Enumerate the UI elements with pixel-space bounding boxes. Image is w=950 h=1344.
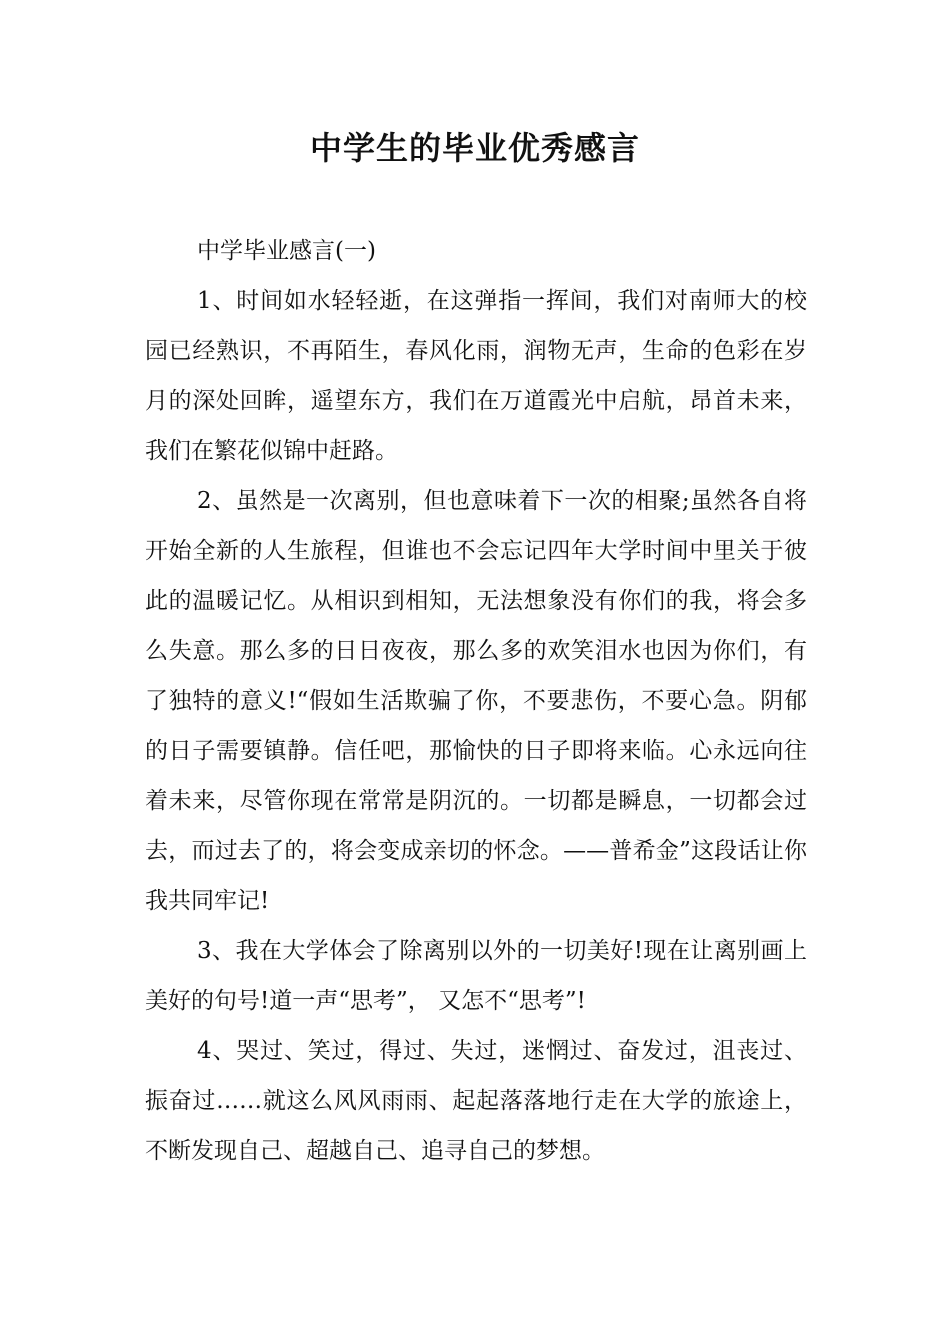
paragraph-2: 2、虽然是一次离别，但也意味着下一次的相聚;虽然各自将开始全新的人生旅程，但谁也不会忘记四年大学时间中里关于彼此的温暖记忆。从相识到相知，无法想象没有你们的我，将会多么失意。那么多的日日夜夜，那么多的欢笑泪水也因为你们，有了独特的意义!“假如生活欺骗了你，不要悲伤，不要心急。阴郁的日子需要镇静。信任吧，那愉快的日子即将来临。心永远向往着未来，尽管你现在常常是阴沉的。一切都是瞬息，一切都会过去，而过去了的，将会变成亲切的怀念。——普希金”这段话让你我共同牢记! [145,488,807,914]
paragraph-4: 4、哭过、笑过，得过、失过，迷惘过、奋发过，沮丧过、振奋过……就这么风风雨雨、起起落落地行走在大学的旅途上，不断发现自己、超越自己、追寻自己的梦想。 [145,1038,807,1164]
paragraph-1: 1、时间如水轻轻逝，在这弹指一挥间，我们对南师大的校园已经熟识，不再陌生，春风化雨，润物无声，生命的色彩在岁月的深处回眸，遥望东方，我们在万道霞光中启航，昂首未来，我们在繁花似锦中赶路。 [145,288,807,464]
section-heading: 中学毕业感言(一) [197,238,376,264]
document-title: 中学生的毕业优秀感言 [309,129,640,167]
document-body [145,226,807,1176]
paragraph-3: 3、我在大学体会了除离别以外的一切美好!现在让离别画上美好的句号!道一声“思考”， 又怎不“思考”! [145,938,807,1014]
